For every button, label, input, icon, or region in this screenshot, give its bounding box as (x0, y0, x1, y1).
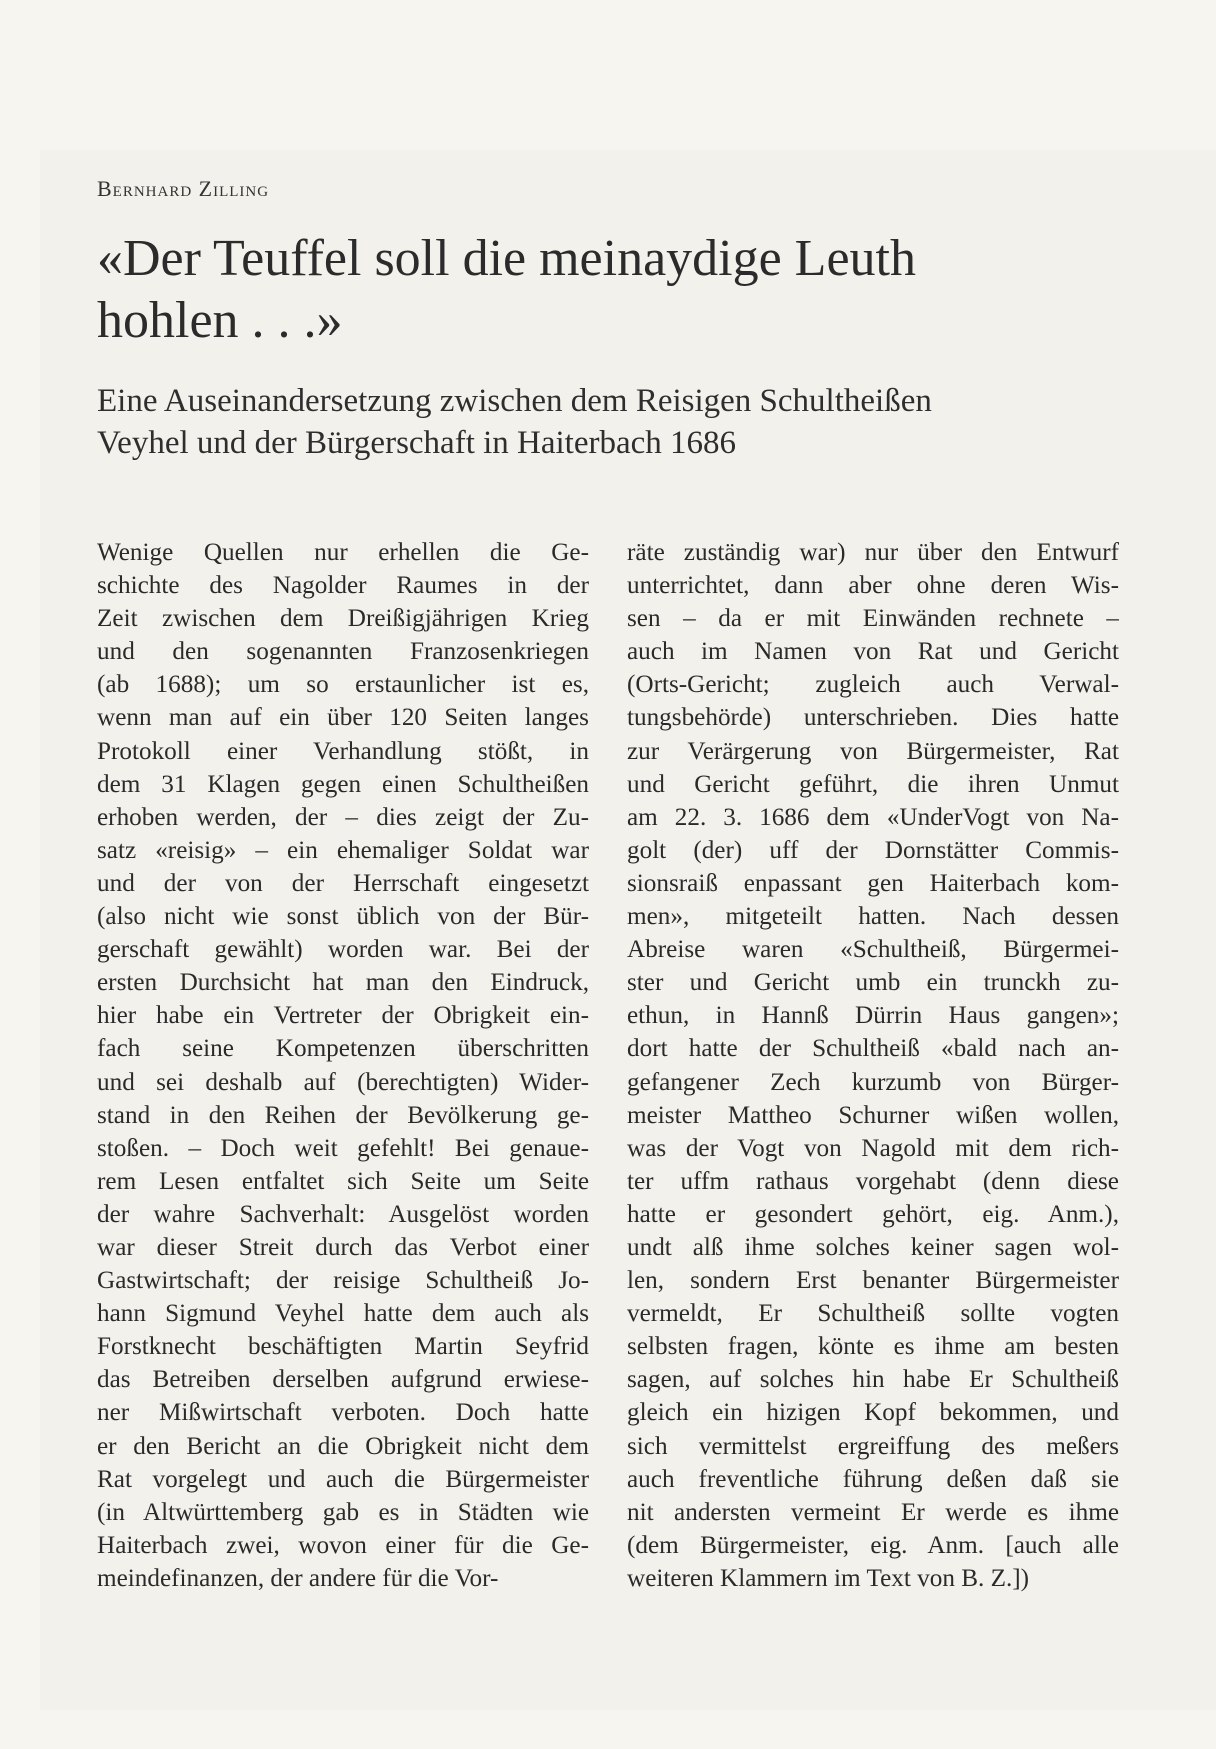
text-line: vermeldt, Er Schultheiß sollte vogten (627, 1300, 1119, 1328)
text-line: gerschaft gewählt) worden war. Bei der (97, 936, 589, 964)
text-line: hier habe ein Vertreter der Obrigkeit ein- (97, 1002, 589, 1030)
text-line: meister Mattheo Schurner wißen wollen, (627, 1101, 1119, 1129)
author-name: Bernhard Zilling (97, 176, 270, 201)
text-line: das Betreiben derselben aufgrund erwiese- (97, 1366, 589, 1394)
text-line: dort hatte der Schultheiß «bald nach an- (627, 1035, 1119, 1063)
text-column-right (627, 536, 1119, 1595)
text-line: unterrichtet, dann aber ohne deren Wis- (627, 572, 1119, 600)
text-line: er den Bericht an die Obrigkeit nicht dem (97, 1432, 589, 1460)
text-line: was der Vogt von Nagold mit dem rich- (627, 1134, 1119, 1162)
text-line: ersten Durchsicht hat man den Eindruck, (97, 969, 589, 997)
text-line: sich vermittelst ergreiffung des meßers (627, 1432, 1119, 1460)
text-line: (Orts-Gericht; zugleich auch Verwal- (627, 671, 1119, 699)
article-subtitle (97, 380, 1137, 464)
text-line: nit andersten vermeint Er werde es ihme (627, 1498, 1119, 1526)
text-line: Forstknecht beschäftigten Martin Seyfrid (97, 1333, 589, 1361)
text-line: undt alß ihme solches keiner sagen wol- (627, 1233, 1119, 1261)
text-line: satz «reisig» – ein ehemaliger Soldat war (97, 836, 589, 864)
text-line: und sei deshalb auf (berechtigten) Wider- (97, 1068, 589, 1096)
text-line: stoßen. – Doch weit gefehlt! Bei genaue- (97, 1134, 589, 1162)
text-line: (also nicht wie sonst üblich von der Bür- (97, 903, 589, 931)
text-line: Abreise waren «Schultheiß, Bürgermei- (627, 936, 1119, 964)
text-line: ster und Gericht umb ein trunckh zu- (627, 969, 1119, 997)
text-line: und der von der Herrschaft eingesetzt (97, 869, 589, 897)
text-line: selbsten fragen, könte es ihme am besten (627, 1333, 1119, 1361)
text-line: (dem Bürgermeister, eig. Anm. [auch alle (627, 1531, 1119, 1559)
text-line: Zeit zwischen dem Dreißigjährigen Krieg (97, 605, 589, 633)
text-line: golt (der) uff der Dornstätter Commis- (627, 836, 1119, 864)
text-line: sagen, auf solches hin habe Er Schultheiß (627, 1366, 1119, 1394)
text-line: sen – da er mit Einwänden rechnete – (627, 605, 1119, 633)
text-line: Rat vorgelegt und auch die Bürgermeister (97, 1465, 589, 1493)
text-line: erhoben werden, der – dies zeigt der Zu- (97, 803, 589, 831)
text-line: der wahre Sachverhalt: Ausgelöst worden (97, 1200, 589, 1228)
text-line: gleich ein hizigen Kopf bekommen, und (627, 1399, 1119, 1427)
text-line: (in Altwürttemberg gab es in Städten wie (97, 1498, 589, 1526)
article-title (97, 228, 1077, 352)
title-line: «Der Teuffel soll die meinaydige Leuth (97, 230, 916, 287)
title-line: hohlen . . .» (97, 292, 343, 349)
text-line: ner Mißwirtschaft verboten. Doch hatte (97, 1399, 589, 1427)
text-line: len, sondern Erst benanter Bürgermeister (627, 1267, 1119, 1295)
text-line: schichte des Nagolder Raumes in der (97, 572, 589, 600)
text-line: ter uffm rathaus vorgehabt (denn diese (627, 1167, 1119, 1195)
text-line: dem 31 Klagen gegen einen Schultheißen (97, 770, 589, 798)
text-line: und den sogenannten Franzosenkriegen (97, 638, 589, 666)
text-line: men», mitgeteilt hatten. Nach dessen (627, 903, 1119, 931)
text-line: wenn man auf ein über 120 Seiten langes (97, 704, 589, 732)
text-line: fach seine Kompetenzen überschritten (97, 1035, 589, 1063)
text-line: (ab 1688); um so erstaunlicher ist es, (97, 671, 589, 699)
text-line: war dieser Streit durch das Verbot einer (97, 1233, 589, 1261)
text-line: Haiterbach zwei, wovon einer für die Ge- (97, 1531, 589, 1559)
text-line: Wenige Quellen nur erhellen die Ge- (97, 539, 589, 566)
text-line: zur Verärgerung von Bürgermeister, Rat (627, 737, 1119, 765)
text-line: und Gericht geführt, die ihren Unmut (627, 770, 1119, 798)
text-column-left (97, 536, 589, 1595)
text-line: räte zuständig war) nur über den Entwurf (627, 539, 1119, 566)
text-line: tungsbehörde) unterschrieben. Dies hatte (627, 704, 1119, 732)
subtitle-line: Veyhel und der Bürgerschaft in Haiterbach 1686 (97, 425, 737, 461)
text-line: am 22. 3. 1686 dem «UnderVogt von Na- (627, 803, 1119, 831)
text-line: auch freventliche führung deßen daß sie (627, 1465, 1119, 1493)
text-line: gefangener Zech kurzumb von Bürger- (627, 1068, 1119, 1096)
text-line: weiteren Klammern im Text von B. Z.]) (627, 1564, 1030, 1592)
text-line: rem Lesen entfaltet sich Seite um Seite (97, 1167, 589, 1195)
text-line: stand in den Reihen der Bevölkerung ge- (97, 1101, 589, 1129)
text-line: Gastwirtschaft; der reisige Schultheiß Jo- (97, 1267, 589, 1295)
text-line: sionsraiß enpassant gen Haiterbach kom- (627, 869, 1119, 897)
text-line: auch im Namen von Rat und Gericht (627, 638, 1119, 666)
text-line: hann Sigmund Veyhel hatte dem auch als (97, 1300, 589, 1328)
text-line: hatte er gesondert gehört, eig. Anm.), (627, 1200, 1119, 1228)
text-line: meindefinanzen, der andere für die Vor- (97, 1564, 499, 1592)
text-line: ethun, in Hannß Dürrin Haus gangen»; (627, 1002, 1119, 1030)
subtitle-line: Eine Auseinandersetzung zwischen dem Reisigen Schultheißen (97, 383, 932, 419)
text-line: Protokoll einer Verhandlung stößt, in (97, 737, 589, 765)
